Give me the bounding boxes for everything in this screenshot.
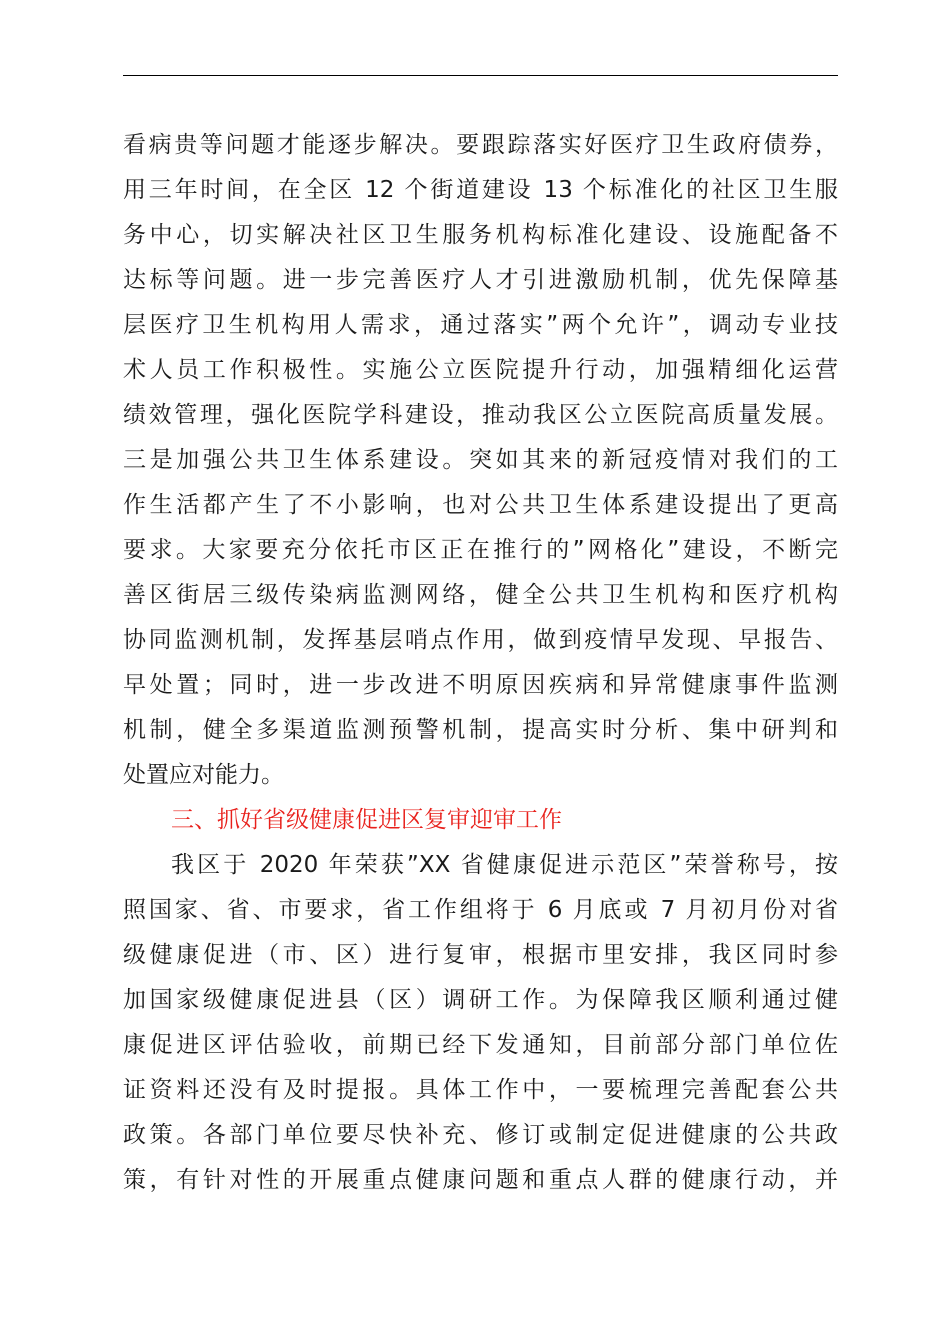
text-line: 用三年时间，在全区 12 个街道建设 13 个标准化的社区卫生服 <box>123 177 838 203</box>
text-line: 我区于 2020 年荣获”XX 省健康促进示范区”荣誉称号，按 <box>171 852 838 878</box>
header-rule <box>123 75 838 76</box>
text-line: 三是加强公共卫生体系建设。突如其来的新冠疫情对我们的工 <box>123 447 838 473</box>
text-line: 层医疗卫生机构用人需求，通过落实”两个允许”，调动专业技 <box>123 312 838 338</box>
text-line: 术人员工作积极性。实施公立医院提升行动，加强精细化运营 <box>123 357 838 383</box>
text-line: 机制，健全多渠道监测预警机制，提高实时分析、集中研判和 <box>123 717 838 743</box>
text-line: 照国家、省、市要求，省工作组将于 6 月底或 7 月初月份对省 <box>123 897 838 923</box>
document-body <box>123 123 838 1203</box>
text-line: 要求。大家要充分依托市区正在推行的”网格化”建设，不断完 <box>123 537 838 563</box>
paragraph-continued <box>123 123 838 798</box>
text-line: 早处置；同时，进一步改进不明原因疾病和异常健康事件监测 <box>123 672 838 698</box>
text-line: 策，有针对性的开展重点健康问题和重点人群的健康行动，并 <box>123 1167 838 1193</box>
text-line: 处置应对能力。 <box>123 762 284 788</box>
text-line: 达标等问题。进一步完善医疗人才引进激励机制，优先保障基 <box>123 267 838 293</box>
text-line: 加国家级健康促进县（区）调研工作。为保障我区顺利通过健 <box>123 987 838 1013</box>
text-line: 协同监测机制，发挥基层哨点作用，做到疫情早发现、早报告、 <box>123 627 838 653</box>
paragraph-section-three <box>123 843 838 1203</box>
text-line: 务中心，切实解决社区卫生服务机构标准化建设、设施配备不 <box>123 222 838 248</box>
text-line: 证资料还没有及时提报。具体工作中，一要梳理完善配套公共 <box>123 1077 838 1103</box>
text-line: 绩效管理，强化医院学科建设，推动我区公立医院高质量发展。 <box>123 402 838 428</box>
text-line: 政策。各部门单位要尽快补充、修订或制定促进健康的公共政 <box>123 1122 838 1148</box>
section-heading: 三、抓好省级健康促进区复审迎审工作 <box>171 807 562 833</box>
text-line: 级健康促进（市、区）进行复审，根据市里安排，我区同时参 <box>123 942 838 968</box>
text-line: 善区街居三级传染病监测网络，健全公共卫生机构和医疗机构 <box>123 582 838 608</box>
text-line: 作生活都产生了不小影响，也对公共卫生体系建设提出了更高 <box>123 492 838 518</box>
text-line: 看病贵等问题才能逐步解决。要跟踪落实好医疗卫生政府债券， <box>123 132 838 158</box>
text-line: 康促进区评估验收，前期已经下发通知，目前部分部门单位佐 <box>123 1032 838 1058</box>
